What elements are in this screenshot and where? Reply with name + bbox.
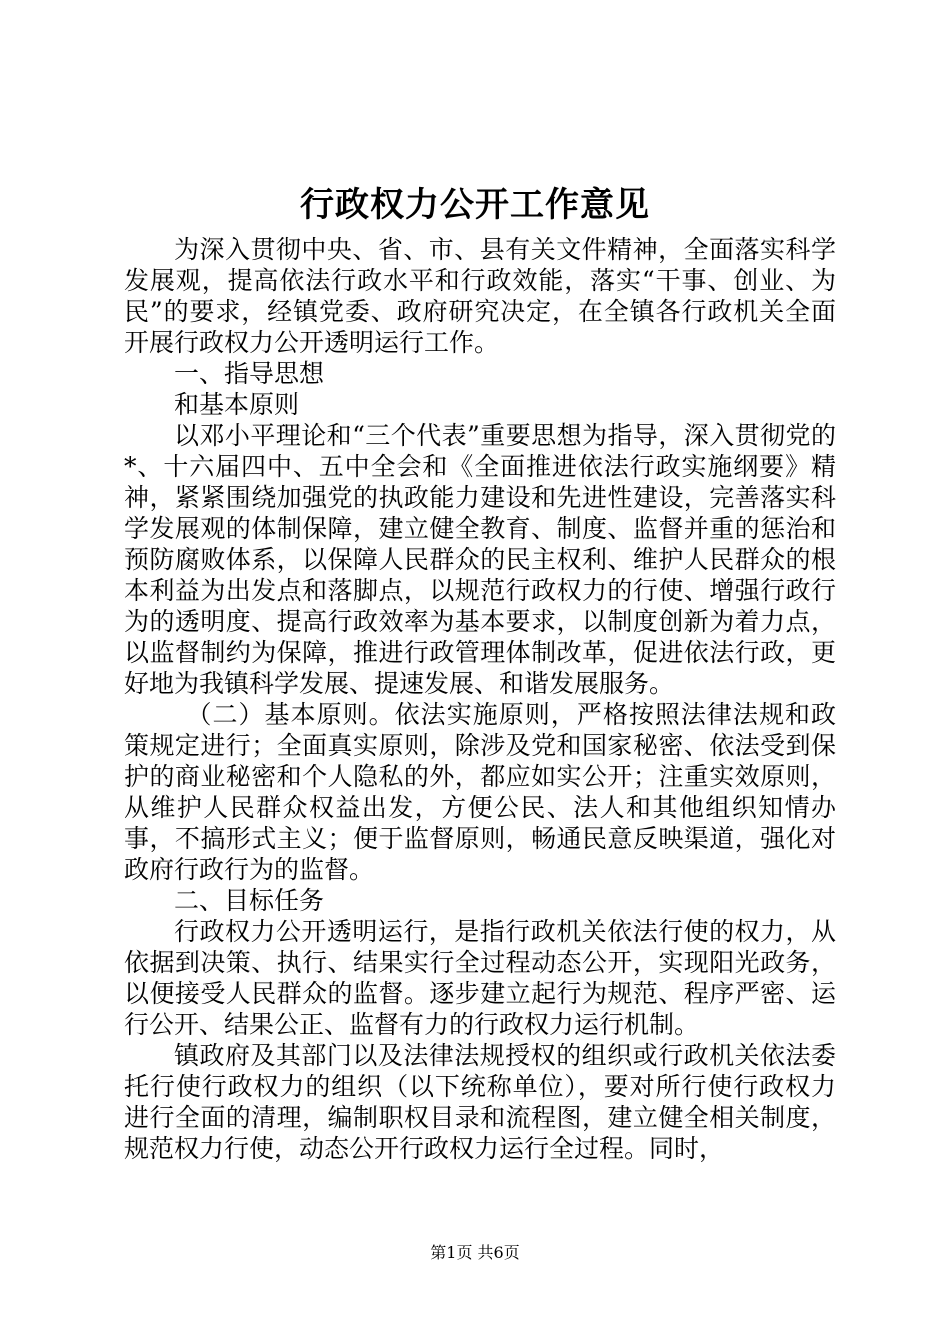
section-heading-basic-principles: 和基本原则 xyxy=(174,390,300,419)
page-title: 行政权力公开工作意见 xyxy=(300,185,650,225)
document-body xyxy=(124,234,836,1164)
page-number: 第1页 共6页 xyxy=(430,1243,520,1262)
section-heading-targets: 二、目标任务 xyxy=(174,886,325,915)
paragraph-units: 镇政府及其部门以及法律法规授权的组织或行政机关依法委托行使行政权力的组织（以下统称单位），要对所行使行政权力进行全面的清理，编制职权目录和流程图，建立健全相关制度，规范权力行使，动态公开行政权力运行全过程。同时， xyxy=(124,1041,836,1163)
paragraph-guiding-thought: 以邓小平理论和“三个代表”重要思想为指导，深入贯彻党的*、十六届四中、五中全会和《全面推进依法行政实施纲要》精神，紧紧围绕加强党的执政能力建设和先进性建设，完善落实科学发展观的体制保障，建立健全教育、制度、监督并重的惩治和预防腐败体系，以保障人民群众的民主权利、维护人民群众的根本利益为出发点和落脚点，以规范行政权力的行使、增强行政行为的透明度、提高行政效率为基本要求，以制度创新为着力点，以监督制约为保障，推进行政管理体制改革，促进依法行政，更好地为我镇科学发展、提速发展、和谐发展服务。 xyxy=(124,421,836,698)
paragraph-targets: 行政权力公开透明运行，是指行政机关依法行使的权力，从依据到决策、执行、结果实行全过程动态公开，实现阳光政务，以便接受人民群众的监督。逐步建立起行为规范、程序严密、运行公开、结果公正、监督有力的行政权力运行机制。 xyxy=(124,917,836,1039)
paragraph-basic-principles: （二）基本原则。依法实施原则，严格按照法律法规和政策规定进行；全面真实原则，除涉及党和国家秘密、依法受到保护的商业秘密和个人隐私的外，都应如实公开；注重实效原则，从维护人民群众权益出发，方便公民、法人和其他组织知情办事，不搞形式主义；便于监督原则，畅通民意反映渠道，强化对政府行政行为的监督。 xyxy=(124,700,836,884)
paragraph-intro: 为深入贯彻中央、省、市、县有关文件精神，全面落实科学发展观，提高依法行政水平和行政效能，落实“干事、创业、为民”的要求，经镇党委、政府研究决定，在全镇各行政机关全面开展行政权力公开透明运行工作。 xyxy=(124,235,836,357)
section-heading-guiding-thought: 一、指导思想 xyxy=(174,359,325,388)
